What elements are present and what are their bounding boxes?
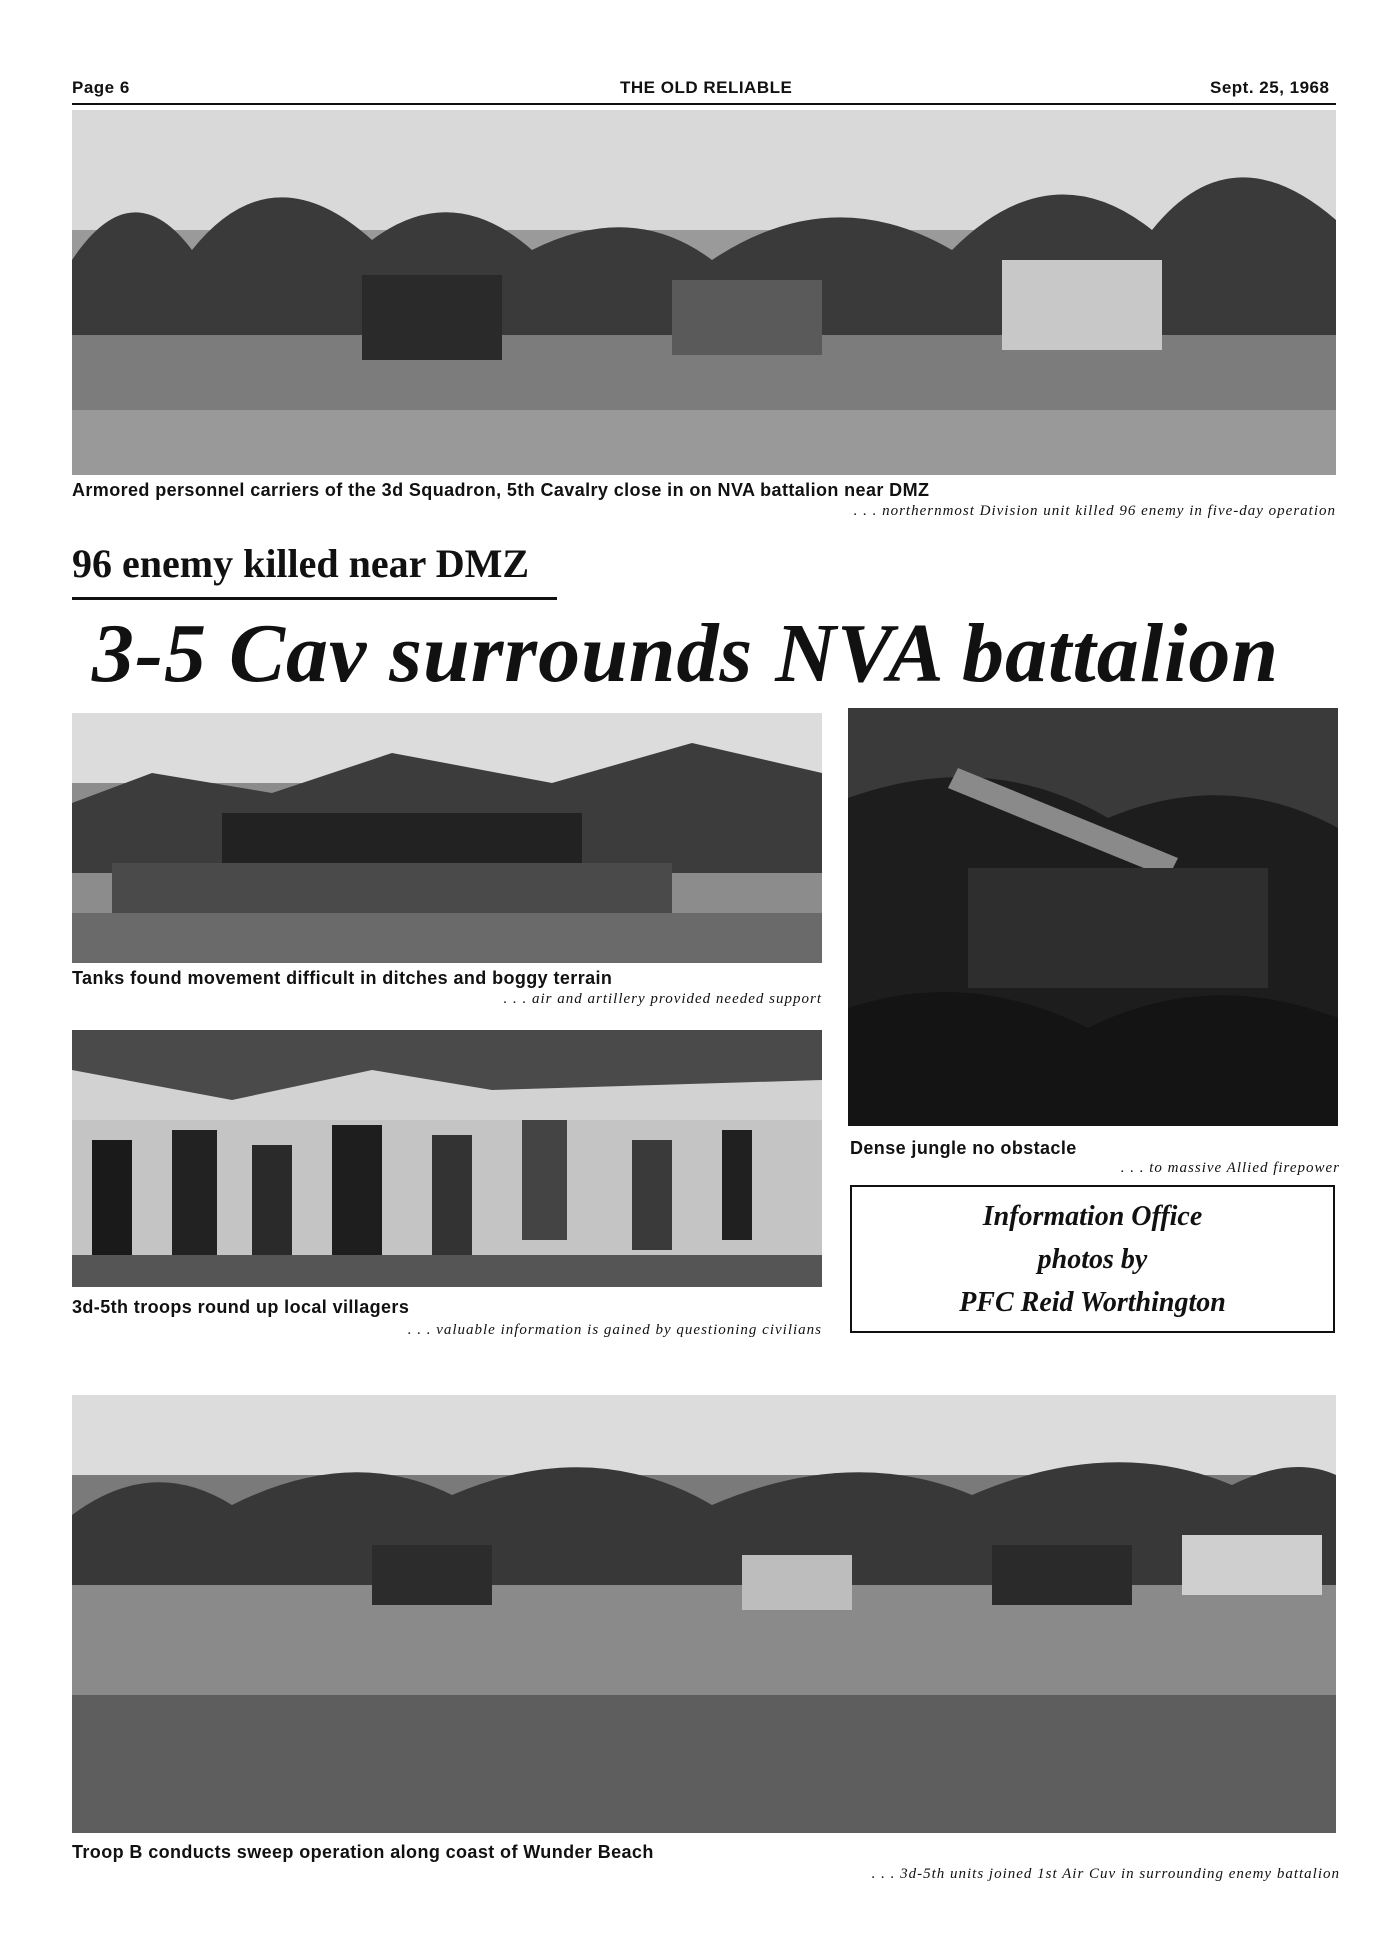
credit-line-office: Information Office (982, 1200, 1203, 1232)
credit-line-photos-by: photos by (1037, 1243, 1148, 1275)
credit-line-photographer: PFC Reid Worthington (959, 1286, 1226, 1318)
photo-tanks-caption-sub: . . . air and artillery provided needed support (503, 991, 822, 1007)
masthead: THE OLD RELIABLE (620, 78, 793, 97)
photo-apc-column-image (72, 110, 1336, 475)
photo-villagers-caption-sub: . . . valuable information is gained by questioning civilians (407, 1322, 822, 1338)
issue-date: Sept. 25, 1968 (1210, 78, 1330, 97)
photo-villagers-caption-title: 3d-5th troops round up local villagers (72, 1297, 410, 1317)
photo-jungle-caption-sub: . . . to massive Allied firepower (1120, 1160, 1340, 1176)
photo-troop-sweep-image (72, 1395, 1336, 1833)
article-headline: 3-5 Cav surrounds NVA battalion (92, 607, 1280, 700)
photo-apc-caption-title: Armored personnel carriers of the 3d Squadron, 5th Cavalry close in on NVA battalion near DMZ (72, 480, 930, 500)
photo-villagers (72, 1030, 822, 1287)
photo-apc-column (72, 110, 1336, 475)
page-number: Page 6 (72, 78, 130, 97)
photo-troop-sweep-caption-sub: . . . 3d-5th units joined 1st Air Cuv in surrounding enemy battalion (871, 1866, 1340, 1882)
kicker-rule (72, 597, 557, 600)
photo-troop-sweep-caption-title: Troop B conducts sweep operation along coast of Wunder Beach (72, 1842, 654, 1862)
photo-apc-caption-sub: . . . northernmost Division unit killed 96 enemy in five-day operation (853, 503, 1336, 519)
photo-jungle (848, 708, 1338, 1126)
photo-jungle-image (848, 708, 1338, 1126)
article-kicker: 96 enemy killed near DMZ (72, 541, 530, 586)
photo-tanks-image (72, 713, 822, 963)
photo-villagers-image (72, 1030, 822, 1287)
photo-troop-sweep (72, 1395, 1336, 1833)
photo-credit-box (850, 1185, 1335, 1333)
photo-tanks-caption-title: Tanks found movement difficult in ditches and boggy terrain (72, 968, 613, 988)
photo-tanks (72, 713, 822, 963)
photo-jungle-caption-title: Dense jungle no obstacle (850, 1138, 1077, 1158)
header-rule (72, 103, 1336, 105)
